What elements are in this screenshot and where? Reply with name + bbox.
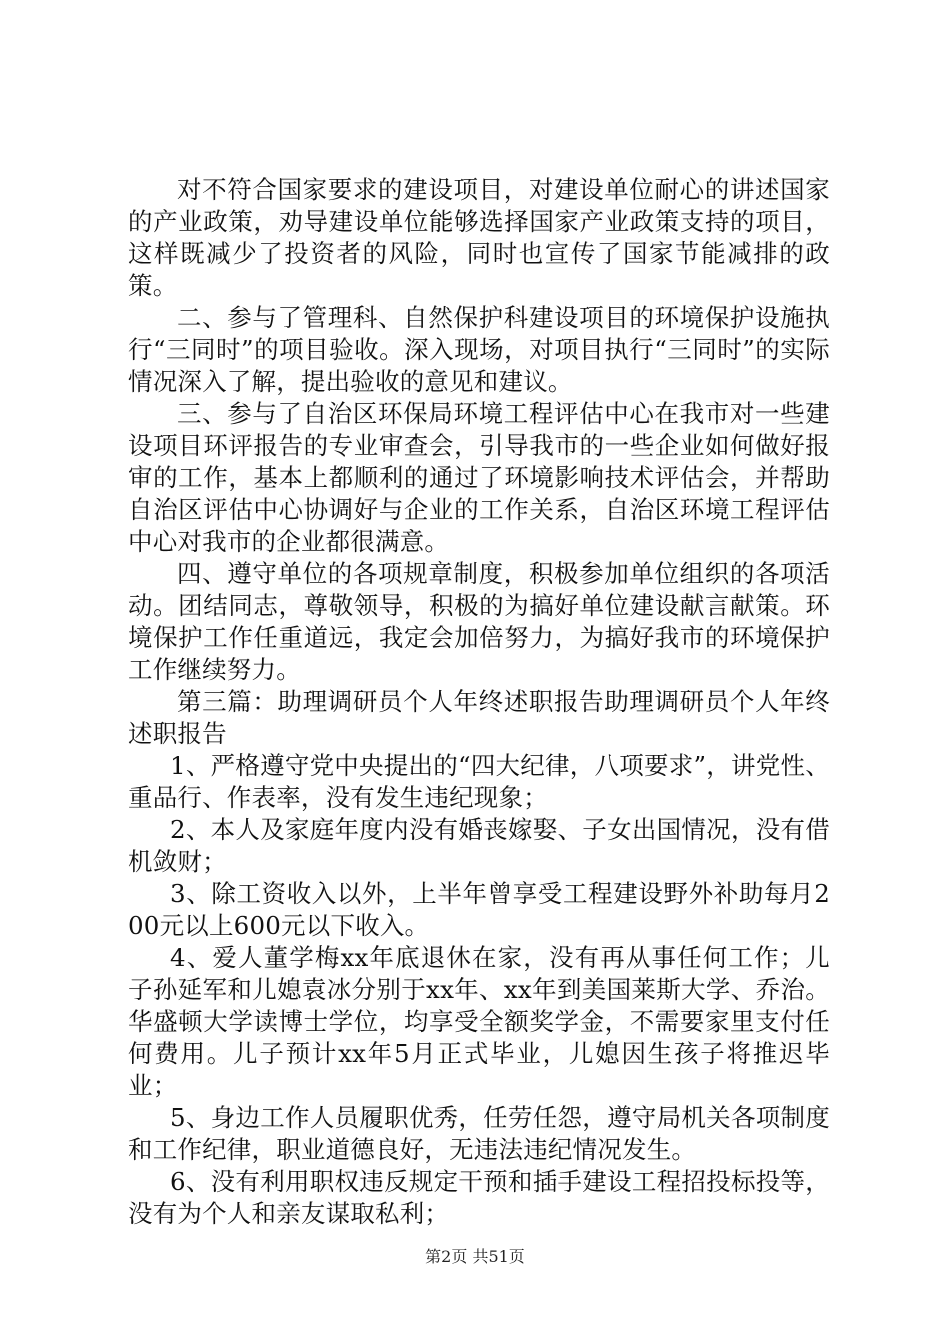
- paragraph-item-4: 四、遵守单位的各项规章制度，积极参加单位组织的各项活动。团结同志，尊敬领导，积极的为搞好单位建设献言献策。环境保护工作任重道远，我定会加倍努力，为搞好我市的环境保护工作继续努力。: [128, 559, 830, 684]
- paragraph-intro: 对不符合国家要求的建设项目，对建设单位耐心的讲述国家的产业政策，劝导建设单位能够选择国家产业政策支持的项目，这样既减少了投资者的风险，同时也宣传了国家节能减排的政策。: [128, 175, 830, 300]
- document-body: [128, 174, 830, 1230]
- paragraph-item-2: 二、参与了管理科、自然保护科建设项目的环境保护设施执行“三同时”的项目验收。深入现场，对项目执行“三同时”的实际情况深入了解，提出验收的意见和建议。: [128, 303, 830, 396]
- page-number-footer: 第2页 共51页: [425, 1247, 525, 1266]
- report-item-3: 3、除工资收入以外，上半年曾享受工程建设野外补助每月200元以上600元以下收入。: [128, 879, 830, 940]
- section-heading: 第三篇：助理调研员个人年终述职报告助理调研员个人年终述职报告: [128, 687, 830, 748]
- paragraph-item-3: 三、参与了自治区环保局环境工程评估中心在我市对一些建设项目环评报告的专业审查会，引导我市的一些企业如何做好报审的工作，基本上都顺利的通过了环境影响技术评估会，并帮助自治区评估中心协调好与企业的工作关系，自治区环境工程评估中心对我市的企业都很满意。: [128, 399, 830, 556]
- report-item-2: 2、本人及家庭年度内没有婚丧嫁娶、子女出国情况，没有借机敛财；: [128, 815, 830, 876]
- report-item-1: 1、严格遵守党中央提出的“四大纪律，八项要求”，讲党性、重品行、作表率，没有发生违纪现象；: [128, 751, 830, 812]
- report-item-6: 6、没有利用职权违反规定干预和插手建设工程招投标投等，没有为个人和亲友谋取私利；: [128, 1167, 830, 1228]
- report-item-4: 4、爱人董学梅xx年底退休在家，没有再从事任何工作；儿子孙延军和儿媳袁冰分别于xx年、xx年到美国莱斯大学、乔治。华盛顿大学读博士学位，均享受全额奖学金，不需要家里支付任何费用。儿子预计xx年5月正式毕业，儿媳因生孩子将推迟毕业；: [128, 943, 830, 1100]
- report-item-5: 5、身边工作人员履职优秀，任劳任怨，遵守局机关各项制度和工作纪律，职业道德良好，无违法违纪情况发生。: [128, 1103, 830, 1164]
